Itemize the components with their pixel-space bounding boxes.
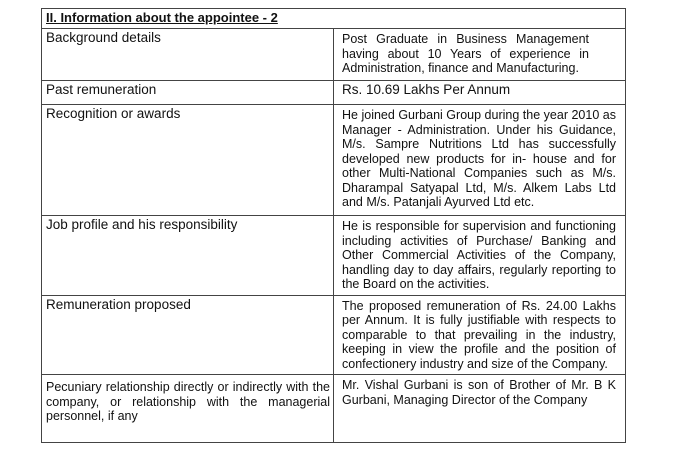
row-value: Mr. Vishal Gurbani is son of Brother of Mr. B K Gurbani, Managing Director of the Company xyxy=(334,375,626,443)
row-label: Remuneration proposed xyxy=(42,295,334,375)
row-label: Background details xyxy=(42,29,334,81)
row-label: Pecuniary relationship directly or indirectly with the company, or relationship with the managerial personnel, if any xyxy=(42,375,334,443)
row-label: Job profile and his responsibility xyxy=(42,216,334,296)
table-row-job-profile xyxy=(42,216,626,296)
appointee-info-section xyxy=(41,8,626,443)
table-row-background xyxy=(42,29,626,81)
row-value: Post Graduate in Business Management having about 10 Years of experience in Administration, finance and Manufacturing. xyxy=(334,29,626,81)
row-value: He is responsible for supervision and functioning including activities of Purchase/ Banking and Other Commercial Activities of the Company, handling day to day affairs, regularly reporting to the Board on the activities. xyxy=(334,216,626,296)
table-row-recognition xyxy=(42,105,626,216)
row-value: The proposed remuneration of Rs. 24.00 Lakhs per Annum. It is fully justifiable with respects to comparable to that prevailing in the industry, keeping in view the profile and the position of confectionery industry and size of the Company. xyxy=(334,295,626,375)
table-row-pecuniary-relationship xyxy=(42,375,626,443)
row-label: Recognition or awards xyxy=(42,105,334,216)
row-value: Rs. 10.69 Lakhs Per Annum xyxy=(334,81,626,105)
table-row-remuneration-proposed xyxy=(42,295,626,375)
row-value: He joined Gurbani Group during the year 2010 as Manager - Administration. Under his Guidance, M/s. Sampre Nutritions Ltd has successfully developed new products for in- house and for other Multi-National Companies such as M/s. Dharampal Satyapal Ltd, M/s. Alkem Labs Ltd and M/s. Patanjali Ayurved Ltd etc. xyxy=(334,105,626,216)
section-title: II. Information about the appointee - 2 xyxy=(46,10,278,25)
table-row-past-remuneration xyxy=(42,81,626,105)
section-header-cell xyxy=(42,9,626,29)
row-label: Past remuneration xyxy=(42,81,334,105)
section-header-row xyxy=(42,9,626,29)
appointee-info-table xyxy=(41,8,626,443)
